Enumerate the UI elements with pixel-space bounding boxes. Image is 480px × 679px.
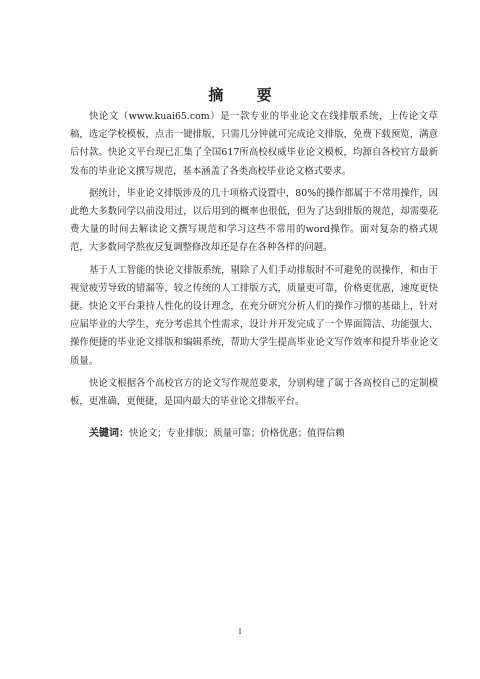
page-number: I	[238, 628, 242, 636]
abstract-title: 摘 要	[208, 86, 286, 104]
abstract-paragraph-3: 基于人工智能的快论文排版系统，剔除了人们手动排版时不可避免的误操作，和由于视觉疲劳导致的错漏等，较之传统的人工排版方式，质量更可靠，价格更优惠，速度更快捷。快论文平台秉持人性化的设计理念，在充分研究分析人们的操作习惯的基础上，针对应届毕业的大学生，充分考虑其个性需求，设计并开发完成了一个界面简洁、功能强大、操作便捷的毕业论文排版和编辑系统，帮助大学生提高毕业论文写作效率和提升毕业论文质量。	[70, 264, 438, 367]
abstract-paragraph-2: 据统计，毕业论文排版涉及的几十项格式设置中，80%的操作都属于不常用操作，因此绝大多数同学以前没用过，以后用到的概率也很低，但为了达到排版的规范，却需要花费大量的时间去解读论文撰写规范和学习这些不常用的word操作。面对复杂的格式规范，大多数同学熬夜反复调整修改却还是存在各种各样的问题。	[70, 187, 438, 254]
abstract-paragraph-1: 快论文（www.kuai65.com）是一款专业的毕业论文在线排版系统，上传论文草稿，选定学校模板，点击一键排版，只需几分钟就可完成论文排版，免费下载预览，满意后付款。快论文平台现已汇集了全国617所高校权威毕业论文模板，均源自各校官方最新发布的毕业论文撰写规范，基本涵盖了各类高校毕业论文格式要求。	[70, 111, 438, 177]
keywords-line	[70, 425, 438, 443]
keywords-label: 关键词：	[89, 428, 129, 440]
keywords-text: 快论文；专业排版；质量可靠；价格优惠；值得信赖	[129, 428, 345, 440]
abstract-body	[70, 108, 438, 443]
abstract-paragraph-4: 快论文根据各个高校官方的论文写作规范要求，分别构建了属于各高校自己的定制模板，更准确，更便捷，是国内最大的毕业论文排版平台。	[70, 377, 438, 408]
